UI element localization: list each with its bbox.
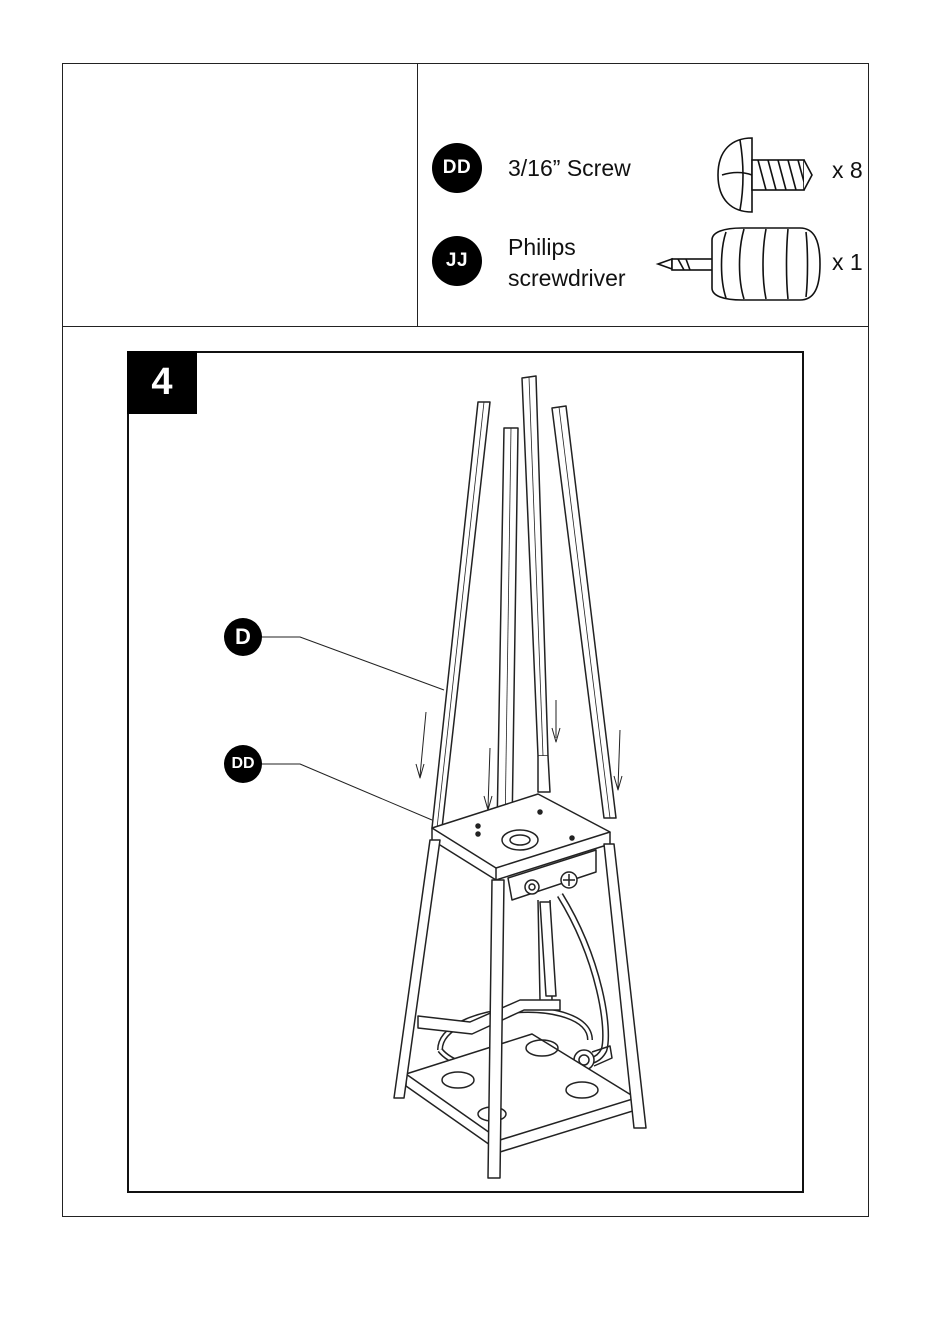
part-jj-badge: JJ (432, 236, 482, 286)
step-number: 4 (127, 351, 197, 414)
screwdriver-icon (658, 228, 820, 300)
part-jj-name-line1: Philips (508, 234, 576, 260)
part-dd-badge: DD (432, 143, 482, 193)
part-dd-name: 3/16” Screw (508, 155, 631, 181)
part-jj-name-line2: screwdriver (508, 265, 626, 291)
part-dd-qty: x 8 (832, 157, 863, 183)
part-jj-qty: x 1 (832, 249, 863, 275)
callout-dd: DD (224, 745, 262, 783)
callout-d: D (224, 618, 262, 656)
screw-icon (718, 138, 812, 212)
